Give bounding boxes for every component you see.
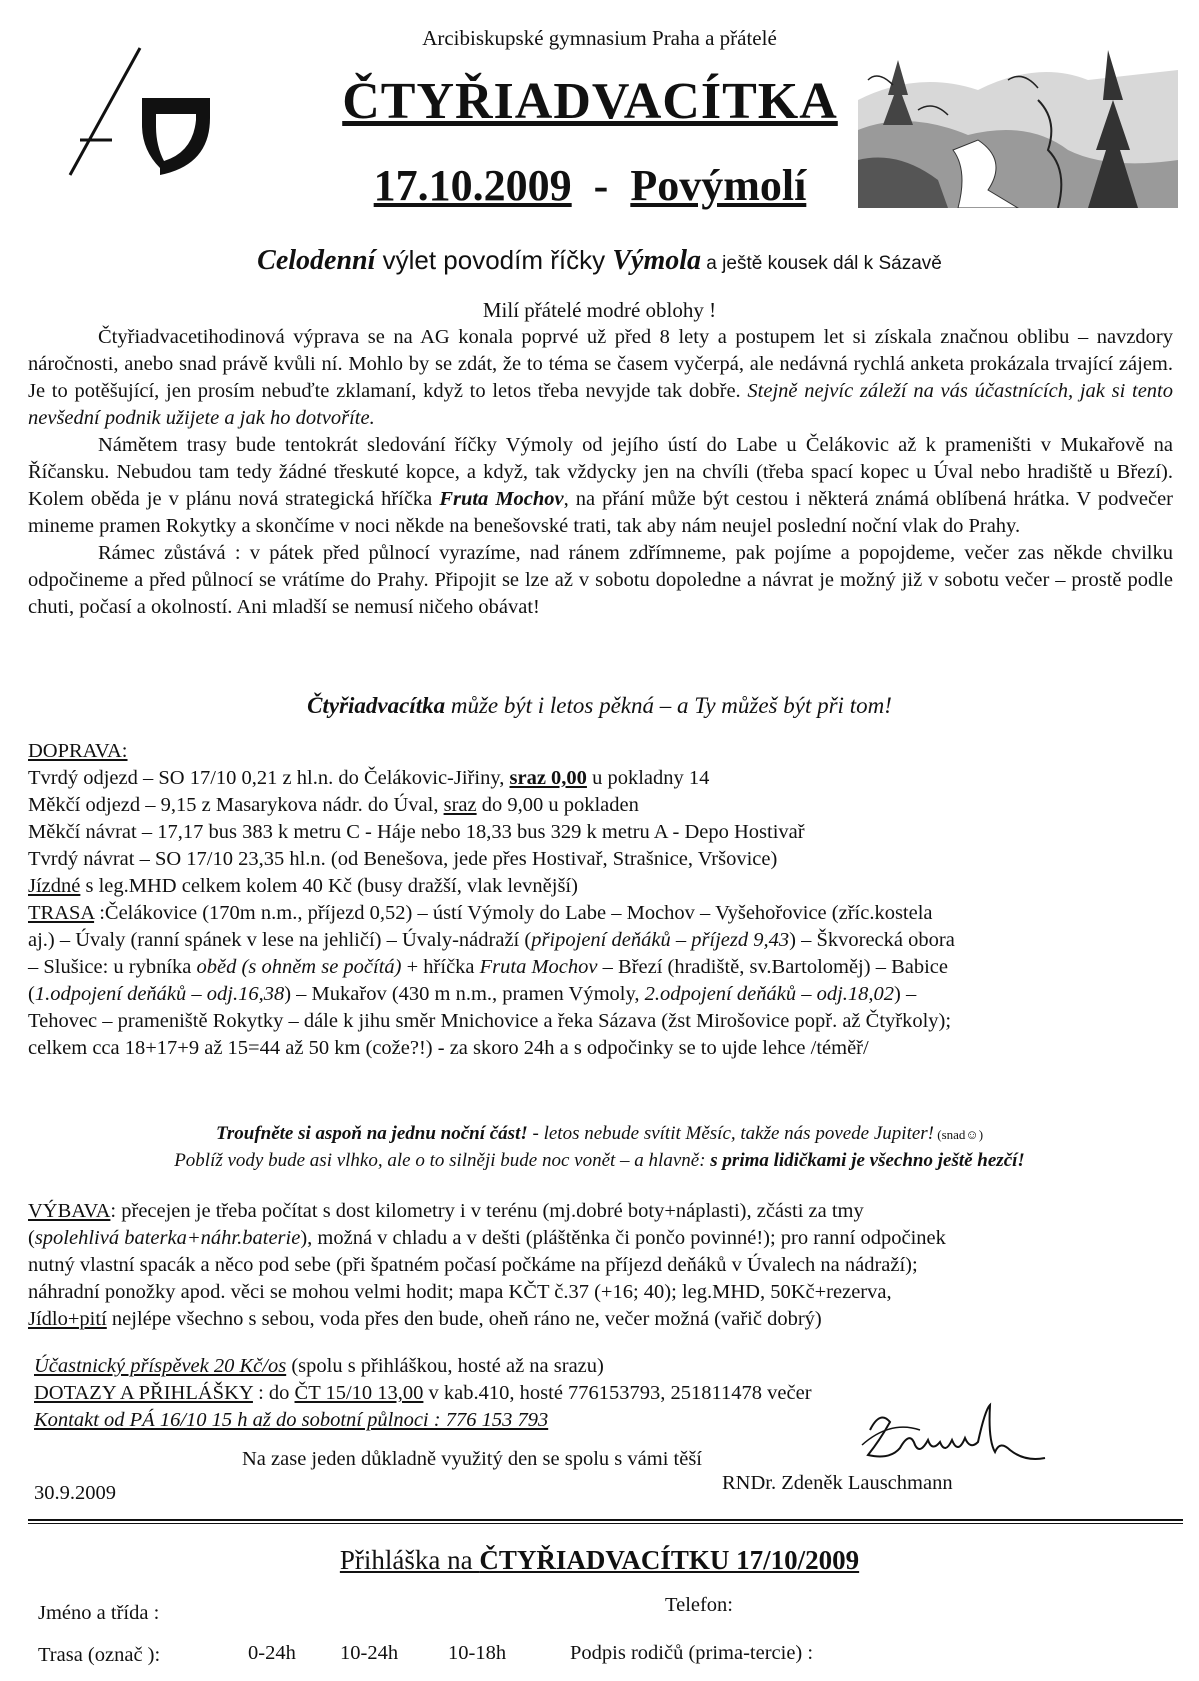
parent-signature-label: Podpis rodičů (prima-tercie) :	[570, 1642, 814, 1664]
transport-line-5	[28, 873, 578, 900]
meeting-point-1: sraz 0,00	[509, 767, 587, 789]
signature	[850, 1400, 1050, 1480]
route-line-5: Tehovec – prameniště Rokytky – dále k jihu směr Mnichovice a řeka Sázava (žst Mirošovice popř. až Čtyřkoly);	[28, 1010, 952, 1032]
transport-heading: DOPRAVA:	[28, 740, 128, 762]
fee-line	[34, 1353, 604, 1380]
route-text-4i2: 2.odpojení deňáků – odj.18,02	[644, 983, 895, 1005]
transport-line-1c: u pokladny 14	[586, 767, 710, 789]
route-text-3a: – Slušice: u rybníka	[28, 956, 197, 978]
transport-line-4: Tvrdý návrat – SO 17/10 23,35 hl.n. (od Benešova, jede přes Hostivař, Strašnice, Vršovice)	[28, 848, 778, 870]
route-text-4c: ) –	[894, 983, 917, 1005]
night-line-2	[0, 1150, 1199, 1172]
route-text-2a: aj.) – Úvaly (ranní spánek v lese na jehličí) – Úvaly-nádraží (	[28, 929, 532, 951]
motto	[0, 693, 1199, 719]
equipment-line-1	[28, 1198, 864, 1225]
ag-logo-graphic	[60, 40, 220, 180]
equipment-line-4: náhradní ponožky apod. věci se mohou velmi hodit; mapa KČT č.37 (+16; 40); leg.MHD, 50Kč+rezerva,	[28, 1281, 892, 1303]
route-line-3	[28, 954, 948, 981]
route-line-2	[28, 927, 955, 954]
route-line-4	[28, 981, 916, 1008]
contact-text-d: v kab.410, hosté 776153793, 251811478 večer	[423, 1382, 812, 1404]
route-option-0-24: 0-24h	[248, 1642, 296, 1664]
organizer-line: Arcibiskupské gymnasium Praha a přátelé	[422, 26, 777, 50]
landscape-illustration	[858, 40, 1178, 208]
route-text-2b: ) – Škvorecká obora	[789, 929, 955, 951]
para2-game: Fruta Mochov	[439, 488, 564, 510]
para3-text: Rámec zůstává : v pátek před půlnocí vyrazíme, nad ránem zdřímneme, pak pojíme a popojdeme, večer zas někde chvilku odpočineme a před půlnocí se vrátíme do Prahy. Připojit se lze až v sobotu dopoledne a návrat je možný již v sobotu večer – prostě podle chuti, počasí a okolností. Ani mladší se nemusí ničeho obávat!	[28, 542, 1173, 618]
night-bold: Troufněte si aspoň na jednu noční část!	[215, 1123, 528, 1144]
route-choice-label: Trasa (označ ):	[38, 1644, 161, 1666]
application-form-title	[0, 1545, 1199, 1576]
equipment-text-5b: nejlépe všechno s sebou, voda přes den bude, oheň ráno ne, večer možná (vařič dobrý)	[106, 1308, 822, 1330]
intro-paragraph	[28, 324, 1173, 621]
equipment-line-5	[28, 1306, 822, 1333]
route-line-1	[28, 900, 933, 927]
equipment-line-2	[28, 1225, 946, 1252]
motto-bold: Čtyřiadvacítka	[307, 693, 446, 718]
contact-text-b: : do	[252, 1382, 295, 1404]
night-line-2b: s prima lidičkami je všechno ještě hezčí!	[710, 1150, 1025, 1171]
route-text-4b: ) – Mukařov (430 m n.m., pramen Výmoly,	[284, 983, 645, 1005]
para1-text: Čtyřiadvacetihodinová výprava se na AG konala poprvé už před 8 lety a postupem let si získala značnou oblibu – navzdory náročnosti, anebo snad právě kvůli ní. Mohlo by se zdát, že to téma se časem vyčerpá, ale nedávná rychlá anketa prokázala trvající zájem. Je to potěšující, jen prosím nebuďte zklamaní, když to letos třeba nevyjde tak dobře.	[28, 326, 1173, 402]
route-text-2i: připojení deňáků – příjezd 9,43	[531, 929, 790, 951]
greeting: Milí přátelé modré oblohy !	[482, 298, 717, 322]
name-field-label: Jméno a třída :	[38, 1602, 160, 1624]
subtitle-part1: Celodenní	[257, 245, 376, 276]
ag-logo	[60, 40, 220, 180]
form-title-a: Přihláška na	[339, 1545, 480, 1575]
contact-phone-line	[34, 1407, 548, 1434]
date-place-line	[310, 160, 870, 211]
form-title-b: ČTYŘIADVACÍTKU 17/10/2009	[479, 1545, 860, 1575]
route-line-6: celkem cca 18+17+9 až 15=44 až 50 km (cože?!) - za skoro 24h a s odpočinky se to ujde lehce /téměř/	[28, 1037, 869, 1059]
author-name: RNDr. Zdeněk Lauschmann	[722, 1472, 953, 1494]
route-text-3c: – Březí (hradiště, sv.Bartoloměj) – Babice	[597, 956, 948, 978]
transport-line-3: Měkčí návrat – 17,17 bus 383 k metru C - Háje nebo 18,33 bus 329 k metru A - Depo Hostivař	[28, 821, 805, 843]
transport-line-2	[28, 792, 639, 819]
food-label: Jídlo+pití	[28, 1308, 107, 1330]
title-dash: -	[593, 161, 609, 210]
para2-text1: Námětem trasy bude tentokrát sledování říčky Výmoly od jejího ústí do Labe u Čelákovic až k prameništi v Mukařově na Říčansku. Nebudou tam tedy žádné třeskuté kopce, a když, tak vždycky jen na chvíli (třeba spací kopec u Úval nebo hradiště u Březí). Kolem oběda je v plánu nová strategická hříčka	[28, 434, 1173, 510]
route-text-1: :Čelákovice (170m n.m., příjezd 0,52) – ústí Výmoly do Labe – Mochov – Vyšehořovice (zříc.kostela	[94, 902, 933, 924]
night-line-2a: Poblíž vody bude asi vlhko, ale o to silněji bude noc vonět – a hlavně:	[174, 1150, 711, 1171]
route-text-3i: oběd (s ohněm se počítá)	[196, 956, 402, 978]
closing-text: Na zase jeden důkladně využitý den se spolu s vámi těší	[242, 1448, 702, 1470]
fare-text: s leg.MHD celkem kolem 40 Kč (busy dražší, vlak levnější)	[80, 875, 578, 897]
event-date: 17.10.2009	[373, 161, 572, 210]
contact-deadline: ČT 15/10 13,00	[294, 1382, 424, 1404]
route-text-3b: + hříčka	[401, 956, 480, 978]
equipment-text-2i: spolehlivá baterka+náhr.baterie	[34, 1227, 301, 1249]
transport-line-1a: Tvrdý odjezd – SO 17/10 0,21 z hl.n. do Čelákovic-Jiřiny,	[28, 767, 510, 789]
fee-amount: Účastnický příspěvek 20 Kč/os	[34, 1355, 287, 1377]
route-option-10-24: 10-24h	[340, 1642, 399, 1664]
equipment-text-2b: ), možná v chladu a v dešti (pláštěnka či pončo povinné!); pro ranní odpočinek	[300, 1227, 946, 1249]
fee-note: (spolu s přihláškou, hosté až na srazu)	[286, 1355, 604, 1377]
contact-line	[34, 1380, 812, 1407]
phone-field-label: Telefon:	[665, 1594, 734, 1616]
fare-label: Jízdné	[28, 875, 81, 897]
subtitle-part4: a ještě kousek dál k Sázavě	[701, 253, 942, 274]
para2-text2: , na přání může být cestou i některá známá oblíbená hrátka. V podvečer mineme pramen Rokytky a skončíme v noci někde na benešovské trati, tak aby nám neujel poslední noční vlak do Prahy.	[28, 488, 1174, 537]
equipment-line-3: nutný vlastní spacák a něco pod sebe (při špatném počasí počkáme na příjezd deňáků v Úvalech na nádraží);	[28, 1254, 918, 1276]
meeting-point-2: sraz	[443, 794, 477, 816]
subtitle-part3: Výmola	[612, 245, 702, 276]
para1-italic: Stejně nejvíc záleží na vás účastnících, jak si tento nevšední podnik užijete a jak ho dotvoříte.	[28, 380, 1173, 429]
route-text-4a: (	[28, 983, 35, 1005]
route-text-3i2: Fruta Mochov	[479, 956, 598, 978]
transport-line-2a: Měkčí odjezd – 9,15 z Masarykova nádr. do Úval,	[28, 794, 444, 816]
equipment-text-2a: (	[28, 1227, 35, 1249]
equipment-heading: VÝBAVA	[28, 1200, 111, 1222]
night-smiley: (snad☺)	[934, 1127, 984, 1142]
subtitle	[0, 245, 1199, 277]
route-option-10-18: 10-18h	[448, 1642, 507, 1664]
night-rest: - letos nebude svítit Měsíc, takže nás povede Jupiter!	[527, 1123, 935, 1144]
section-divider	[28, 1519, 1183, 1524]
closing-date: 30.9.2009	[34, 1482, 116, 1504]
contact-phone: Kontakt od PÁ 16/10 15 h až do sobotní půlnoci : 776 153 793	[34, 1409, 549, 1431]
subtitle-part2: výlet povodím říčky	[375, 245, 613, 275]
transport-heading-line	[28, 738, 128, 765]
page-title: ČTYŘIADVACÍTKA	[342, 73, 838, 130]
contact-heading: DOTAZY A PŘIHLÁŠKY	[34, 1382, 253, 1404]
route-text-4i: 1.odpojení deňáků – odj.16,38	[34, 983, 285, 1005]
event-place: Povýmolí	[630, 161, 807, 210]
route-heading: TRASA	[28, 902, 95, 924]
night-line-1	[0, 1123, 1199, 1145]
transport-line-1	[28, 765, 709, 792]
transport-line-2c: do 9,00 u pokladen	[476, 794, 639, 816]
equipment-text-1: : přecejen je třeba počítat s dost kilometry i v terénu (mj.dobré boty+náplasti), zčásti za tmy	[110, 1200, 864, 1222]
motto-rest: může být i letos pěkná – a Ty můžeš být při tom!	[445, 693, 892, 718]
